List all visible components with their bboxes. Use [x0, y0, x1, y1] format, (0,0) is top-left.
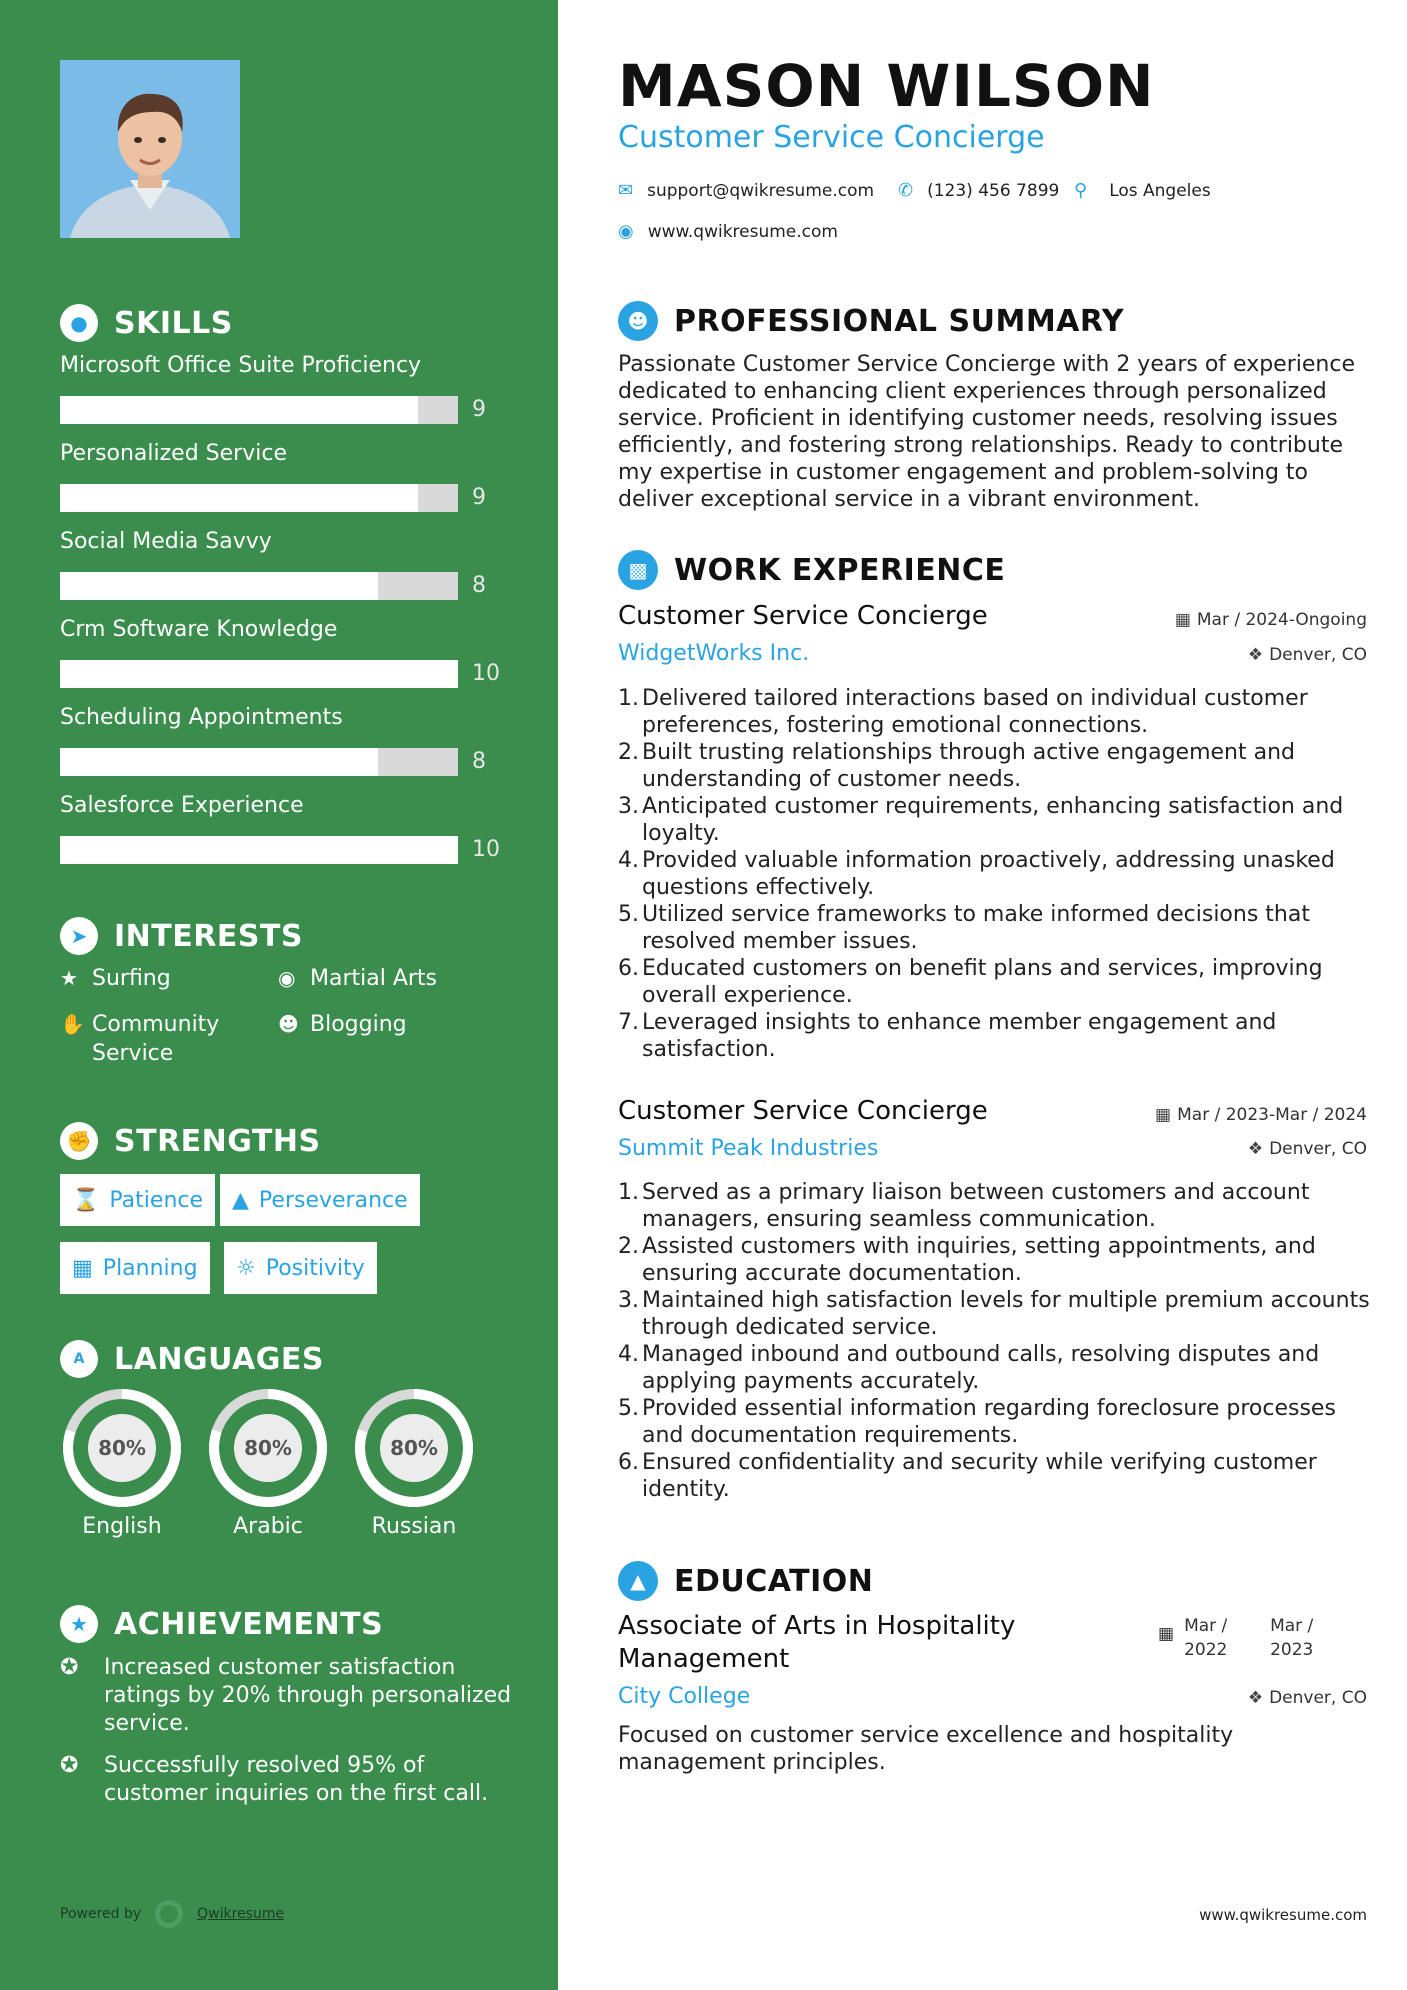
- interest-item: ★ Surfing: [60, 966, 171, 991]
- skill-level: 9: [472, 485, 486, 510]
- calendar-icon: ▦: [1158, 1624, 1175, 1644]
- duty-item: 1. Delivered tailored interactions based on individual customer preferences, fostering emotional connections.: [618, 686, 1308, 738]
- skill-name: Social Media Savvy: [60, 529, 272, 554]
- language-name: Arabic: [233, 1514, 303, 1539]
- skill-bar-fill: [60, 748, 378, 776]
- skill-bar-track: [60, 396, 458, 424]
- education-degree: Associate of Arts in Hospitality Management: [618, 1611, 1016, 1674]
- duty-item: 4. Managed inbound and outbound calls, resolving disputes and applying payments accurately.: [618, 1342, 1320, 1394]
- interest-item: ☻ Blogging: [278, 1012, 407, 1037]
- skill-bar-fill: [60, 572, 378, 600]
- skill-bar-track: [60, 484, 458, 512]
- job-location: ❖ Denver, CO: [1247, 1139, 1367, 1159]
- language-percent: 80%: [98, 1436, 146, 1460]
- calendar-icon: ▦: [72, 1255, 93, 1281]
- duty-item: 5. Utilized service frameworks to make informed decisions that resolved member issues.: [618, 902, 1310, 954]
- pin-icon: ❖: [1247, 1139, 1264, 1159]
- skill-bar-track: [60, 660, 458, 688]
- award-star-icon: ✪: [60, 1655, 79, 1680]
- language-name: Russian: [371, 1514, 457, 1539]
- pin-icon: ❖: [1247, 645, 1264, 665]
- map-pin-icon: ⚲: [1074, 180, 1088, 201]
- duty-item: 4. Provided valuable information proactively, addressing unasked questions effectively.: [618, 848, 1335, 900]
- contact-website[interactable]: ◉ www.qwikresume.com: [618, 221, 838, 242]
- chair-icon: ▩: [618, 550, 658, 590]
- duty-item: 5. Provided essential information regarding foreclosure processes and documentation requirements.: [618, 1396, 1336, 1448]
- profile-photo: [60, 60, 240, 238]
- language-name: English: [82, 1514, 162, 1539]
- hand-icon: ✋: [60, 1012, 85, 1036]
- award-star-icon: ★: [60, 1605, 98, 1643]
- job-dates: ▦ Mar / 2023-Mar / 2024: [1155, 1105, 1367, 1125]
- education-description: Focused on customer service excellence and hospitality management principles.: [618, 1723, 1234, 1775]
- fist-icon: ✊: [60, 1122, 98, 1160]
- job-role: Customer Service Concierge: [618, 601, 988, 631]
- skill-item: [60, 790, 500, 862]
- strength-chip: ▦ Planning: [60, 1242, 210, 1294]
- paper-plane-icon: ➤: [60, 917, 98, 955]
- skill-name: Personalized Service: [60, 441, 287, 466]
- star-icon: ★: [60, 966, 78, 990]
- contact-phone[interactable]: ✆ (123) 456 7899: [898, 180, 1060, 201]
- skill-name: Salesforce Experience: [60, 793, 304, 818]
- duty-item: 6. Educated customers on benefit plans and services, improving overall experience.: [618, 956, 1323, 1008]
- language-ring: [60, 1386, 184, 1510]
- job-dates: ▦ Mar / 2024-Ongoing: [1174, 610, 1367, 630]
- achievement-item: ✪ Successfully resolved 95% of customer inquiries on the first call.: [60, 1753, 489, 1806]
- envelope-icon: ✉: [618, 180, 634, 201]
- road-icon: ▲: [232, 1187, 249, 1213]
- summary-text: Passionate Customer Service Concierge with 2 years of experience dedicated to enhancing client experiences through personalized service. Proficient in identifying customer needs, resolving issues efficiently, and fostering strong relationships. Ready to contribute my expertise in customer engagement and problem-solving to deliver exceptional service in a vibrant environment.: [618, 352, 1355, 512]
- education-location: ❖ Denver, CO: [1247, 1688, 1367, 1708]
- skill-item: [60, 614, 500, 686]
- contact-email[interactable]: ✉ support@qwikresume.com: [618, 180, 875, 201]
- language-percent: 80%: [244, 1436, 292, 1460]
- skill-level: 10: [472, 837, 500, 862]
- contact-location: ⚲ Los Angeles: [1074, 180, 1211, 201]
- experience-heading: ▩ WORK EXPERIENCE: [618, 548, 1005, 592]
- skill-level: 8: [472, 573, 486, 598]
- skill-level: 9: [472, 397, 486, 422]
- language-item: [60, 1386, 184, 1539]
- powered-by: Powered by Qwikresume: [60, 1900, 284, 1928]
- duty-item: 7. Leveraged insights to enhance member engagement and satisfaction.: [618, 1010, 1277, 1062]
- duty-item: 3. Maintained high satisfaction levels for multiple premium accounts through dedicated service.: [618, 1288, 1370, 1340]
- job-duties: [618, 1179, 1378, 1503]
- duty-item: 2. Assisted customers with inquiries, setting appointments, and ensuring accurate documentation.: [618, 1234, 1316, 1286]
- qwikresume-link[interactable]: Qwikresume: [197, 1906, 285, 1922]
- job-duties: [618, 685, 1378, 1063]
- duty-item: 1. Served as a primary liaison between customers and account managers, ensuring seamless communication.: [618, 1180, 1310, 1232]
- interest-item: ◉ Martial Arts: [278, 966, 438, 991]
- strength-chip: ⌛ Patience: [60, 1174, 215, 1226]
- footer-url[interactable]: www.qwikresume.com: [1199, 1906, 1367, 1924]
- pin-icon: ❖: [1247, 1688, 1264, 1708]
- people-icon: ☻: [278, 1012, 299, 1036]
- job-location: ❖ Denver, CO: [1247, 645, 1367, 665]
- language-item: [206, 1386, 330, 1539]
- job-role: Customer Service Concierge: [618, 1096, 988, 1126]
- strengths-heading: ✊ STRENGTHS: [60, 1119, 321, 1163]
- education-heading: ▲ EDUCATION: [618, 1559, 873, 1603]
- language-ring: [352, 1386, 476, 1510]
- skill-bar-fill: [60, 396, 418, 424]
- graduation-cap-icon: ▲: [618, 1561, 658, 1601]
- skill-bar-fill: [60, 660, 458, 688]
- user-icon: ☻: [618, 301, 658, 341]
- achievements-heading: ★ ACHIEVEMENTS: [60, 1602, 383, 1646]
- skill-bar-fill: [60, 484, 418, 512]
- skill-item: [60, 702, 500, 774]
- education-school: City College: [618, 1684, 751, 1709]
- language-percent: 80%: [390, 1436, 438, 1460]
- calendar-icon: ▦: [1174, 610, 1191, 630]
- duty-item: 3. Anticipated customer requirements, enhancing satisfaction and loyalty.: [618, 794, 1344, 846]
- sun-icon: ☼: [236, 1255, 256, 1281]
- hourglass-icon: ⌛: [72, 1187, 100, 1213]
- strength-chip: ▲ Perseverance: [220, 1174, 420, 1226]
- language-ring: [206, 1386, 330, 1510]
- languages-heading: A LANGUAGES: [60, 1337, 324, 1381]
- skill-level: 8: [472, 749, 486, 774]
- globe-icon: ◉: [618, 221, 634, 242]
- job-company: WidgetWorks Inc.: [618, 641, 810, 666]
- calendar-icon: ▦: [1155, 1105, 1172, 1125]
- globe-icon: ◉: [278, 966, 296, 990]
- qwikresume-logo-icon: [155, 1900, 183, 1928]
- main-content: [558, 0, 1407, 1990]
- skill-level: 10: [472, 661, 500, 686]
- skill-name: Crm Software Knowledge: [60, 617, 338, 642]
- language-item: [352, 1386, 476, 1539]
- skill-bar-track: [60, 572, 458, 600]
- lightbulb-icon: ●: [60, 304, 98, 342]
- skill-bar-track: [60, 748, 458, 776]
- skill-item: [60, 350, 500, 422]
- interest-item: ✋ Community Service: [60, 1012, 220, 1066]
- phone-icon: ✆: [898, 180, 914, 201]
- duty-item: 6. Ensured confidentiality and security while verifying customer identity.: [618, 1450, 1317, 1502]
- skill-name: Microsoft Office Suite Proficiency: [60, 353, 422, 378]
- interests-heading: ➤ INTERESTS: [60, 914, 303, 958]
- candidate-title: Customer Service Concierge: [618, 120, 1045, 155]
- sidebar: [0, 0, 558, 1990]
- job-company: Summit Peak Industries: [618, 1136, 879, 1161]
- candidate-name: MASON WILSON: [618, 52, 1155, 120]
- summary-heading: ☻ PROFESSIONAL SUMMARY: [618, 299, 1124, 343]
- skill-name: Scheduling Appointments: [60, 705, 343, 730]
- skill-bar-fill: [60, 836, 458, 864]
- strength-chip: ☼ Positivity: [224, 1242, 377, 1294]
- education-dates: ▦ Mar / 2022 Mar / 2023: [1158, 1616, 1314, 1660]
- achievement-item: ✪ Increased customer satisfaction ratings by 20% through personalized service.: [60, 1655, 512, 1736]
- skill-item: [60, 438, 500, 510]
- duty-item: 2. Built trusting relationships through active engagement and understanding of customer needs.: [618, 740, 1296, 792]
- skill-bar-track: [60, 836, 458, 864]
- language-icon: A: [60, 1340, 98, 1378]
- award-star-icon: ✪: [60, 1753, 79, 1778]
- skill-item: [60, 526, 500, 598]
- skills-heading: ● SKILLS: [60, 301, 233, 345]
